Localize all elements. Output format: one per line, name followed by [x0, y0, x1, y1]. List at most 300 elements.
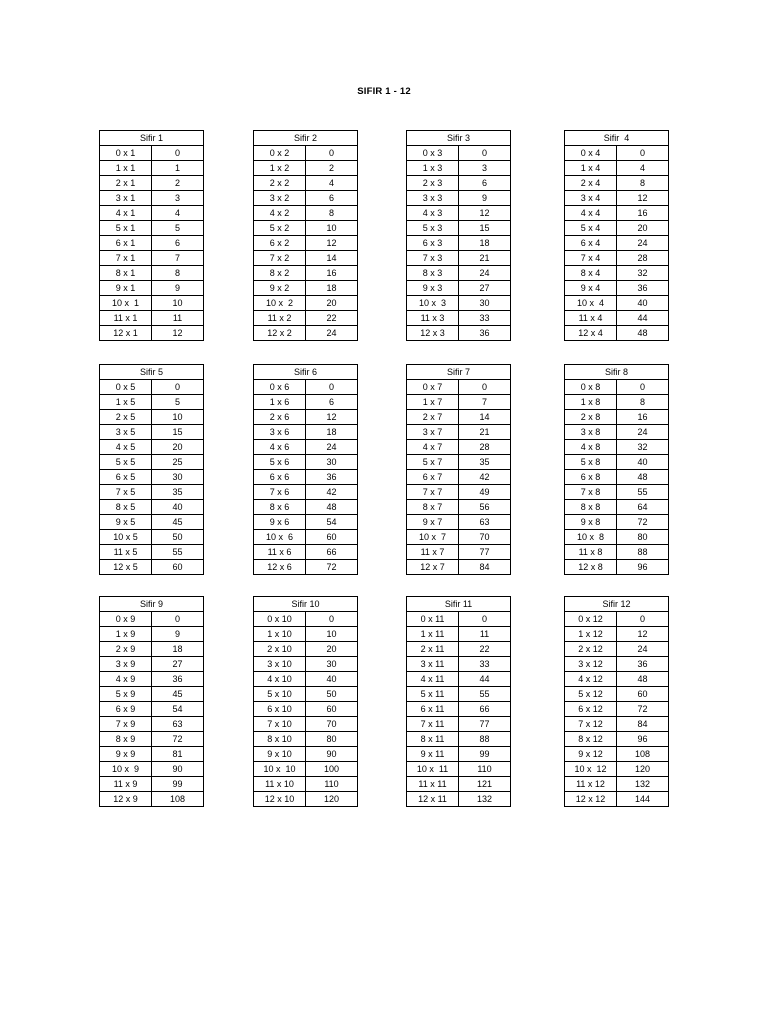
multiplication-result: 0 — [459, 146, 511, 161]
table-row — [565, 485, 669, 500]
multiplication-expression: 2 x 3 — [407, 176, 459, 191]
sifir-table — [406, 130, 511, 341]
multiplication-result: 30 — [152, 470, 204, 485]
multiplication-expression: 3 x 4 — [565, 191, 617, 206]
multiplication-expression: 5 x 5 — [100, 455, 152, 470]
table-row — [100, 777, 204, 792]
multiplication-expression: 10 x 6 — [254, 530, 306, 545]
multiplication-expression: 3 x 6 — [254, 425, 306, 440]
table-row — [407, 206, 511, 221]
multiplication-expression: 8 x 5 — [100, 500, 152, 515]
table-row — [407, 762, 511, 777]
multiplication-result: 99 — [152, 777, 204, 792]
multiplication-result: 1 — [152, 161, 204, 176]
multiplication-result: 63 — [152, 717, 204, 732]
table-row — [407, 732, 511, 747]
multiplication-expression: 2 x 9 — [100, 642, 152, 657]
multiplication-expression: 2 x 2 — [254, 176, 306, 191]
table-row — [565, 425, 669, 440]
multiplication-result: 15 — [459, 221, 511, 236]
multiplication-expression: 12 x 12 — [565, 792, 617, 807]
table-row — [254, 296, 358, 311]
multiplication-result: 48 — [306, 500, 358, 515]
multiplication-expression: 6 x 7 — [407, 470, 459, 485]
table-row — [254, 612, 358, 627]
table-row — [254, 455, 358, 470]
multiplication-expression: 10 x 5 — [100, 530, 152, 545]
table-row — [407, 161, 511, 176]
table-row — [100, 326, 204, 341]
multiplication-result: 10 — [152, 410, 204, 425]
multiplication-result: 28 — [617, 251, 669, 266]
multiplication-result: 30 — [306, 455, 358, 470]
multiplication-result: 20 — [306, 296, 358, 311]
table-row — [254, 747, 358, 762]
multiplication-expression: 0 x 2 — [254, 146, 306, 161]
multiplication-result: 72 — [617, 515, 669, 530]
multiplication-result: 44 — [617, 311, 669, 326]
table-row — [565, 266, 669, 281]
table-row — [565, 642, 669, 657]
multiplication-result: 77 — [459, 717, 511, 732]
multiplication-expression: 6 x 2 — [254, 236, 306, 251]
table-row — [254, 146, 358, 161]
table-row — [254, 266, 358, 281]
table-header: Sifir 1 — [100, 131, 204, 146]
multiplication-expression: 1 x 4 — [565, 161, 617, 176]
table-row — [254, 410, 358, 425]
multiplication-result: 54 — [306, 515, 358, 530]
multiplication-expression: 12 x 9 — [100, 792, 152, 807]
table-row — [254, 440, 358, 455]
table-row — [565, 206, 669, 221]
multiplication-expression: 8 x 10 — [254, 732, 306, 747]
table-row — [565, 311, 669, 326]
table-row — [254, 545, 358, 560]
multiplication-result: 60 — [306, 702, 358, 717]
multiplication-expression: 0 x 9 — [100, 612, 152, 627]
multiplication-expression: 12 x 11 — [407, 792, 459, 807]
multiplication-result: 7 — [459, 395, 511, 410]
table-row — [100, 146, 204, 161]
multiplication-expression: 2 x 11 — [407, 642, 459, 657]
multiplication-result: 22 — [306, 311, 358, 326]
multiplication-expression: 11 x 1 — [100, 311, 152, 326]
table-header: Sifir 12 — [565, 597, 669, 612]
multiplication-expression: 12 x 1 — [100, 326, 152, 341]
multiplication-expression: 7 x 8 — [565, 485, 617, 500]
multiplication-result: 0 — [306, 612, 358, 627]
multiplication-expression: 0 x 1 — [100, 146, 152, 161]
multiplication-expression: 11 x 9 — [100, 777, 152, 792]
table-row — [565, 470, 669, 485]
multiplication-result: 16 — [306, 266, 358, 281]
multiplication-result: 6 — [306, 395, 358, 410]
sifir-table — [406, 364, 511, 575]
multiplication-expression: 0 x 10 — [254, 612, 306, 627]
multiplication-expression: 8 x 3 — [407, 266, 459, 281]
table-row — [100, 281, 204, 296]
multiplication-expression: 0 x 3 — [407, 146, 459, 161]
multiplication-expression: 3 x 2 — [254, 191, 306, 206]
multiplication-result: 70 — [306, 717, 358, 732]
multiplication-expression: 12 x 7 — [407, 560, 459, 575]
table-row — [254, 717, 358, 732]
multiplication-expression: 3 x 5 — [100, 425, 152, 440]
multiplication-result: 66 — [459, 702, 511, 717]
table-row — [254, 311, 358, 326]
multiplication-result: 8 — [617, 395, 669, 410]
table-row — [407, 747, 511, 762]
table-row — [407, 687, 511, 702]
multiplication-expression: 7 x 12 — [565, 717, 617, 732]
multiplication-result: 120 — [617, 762, 669, 777]
multiplication-expression: 8 x 9 — [100, 732, 152, 747]
multiplication-result: 60 — [617, 687, 669, 702]
table-row — [565, 251, 669, 266]
table-row — [254, 395, 358, 410]
multiplication-result: 55 — [152, 545, 204, 560]
multiplication-result: 120 — [306, 792, 358, 807]
multiplication-result: 24 — [617, 425, 669, 440]
table-row — [407, 251, 511, 266]
multiplication-expression: 4 x 4 — [565, 206, 617, 221]
multiplication-expression: 4 x 3 — [407, 206, 459, 221]
multiplication-result: 132 — [617, 777, 669, 792]
table-header: Sifir 8 — [565, 365, 669, 380]
multiplication-result: 20 — [617, 221, 669, 236]
multiplication-expression: 4 x 9 — [100, 672, 152, 687]
table-row — [565, 440, 669, 455]
table-header: Sifir 9 — [100, 597, 204, 612]
table-row — [565, 176, 669, 191]
table-row — [565, 296, 669, 311]
multiplication-expression: 7 x 2 — [254, 251, 306, 266]
sifir-table — [564, 364, 669, 575]
multiplication-result: 108 — [617, 747, 669, 762]
multiplication-expression: 5 x 1 — [100, 221, 152, 236]
table-row — [254, 762, 358, 777]
table-row — [100, 440, 204, 455]
table-row — [254, 515, 358, 530]
table-row — [407, 176, 511, 191]
multiplication-expression: 1 x 11 — [407, 627, 459, 642]
multiplication-expression: 4 x 5 — [100, 440, 152, 455]
table-row — [407, 425, 511, 440]
table-row — [407, 485, 511, 500]
table-row — [100, 206, 204, 221]
multiplication-expression: 11 x 7 — [407, 545, 459, 560]
multiplication-result: 14 — [306, 251, 358, 266]
multiplication-result: 7 — [152, 251, 204, 266]
table-row — [565, 560, 669, 575]
table-header: Sifir 6 — [254, 365, 358, 380]
table-row — [254, 627, 358, 642]
multiplication-expression: 10 x 11 — [407, 762, 459, 777]
multiplication-result: 0 — [152, 380, 204, 395]
table-row — [100, 560, 204, 575]
multiplication-result: 36 — [459, 326, 511, 341]
multiplication-expression: 1 x 2 — [254, 161, 306, 176]
multiplication-result: 56 — [459, 500, 511, 515]
table-row — [100, 425, 204, 440]
table-row — [254, 672, 358, 687]
multiplication-result: 18 — [306, 281, 358, 296]
multiplication-expression: 12 x 4 — [565, 326, 617, 341]
multiplication-result: 32 — [617, 440, 669, 455]
table-row — [407, 266, 511, 281]
table-header: Sifir 3 — [407, 131, 511, 146]
sifir-table — [564, 596, 669, 807]
multiplication-expression: 0 x 6 — [254, 380, 306, 395]
multiplication-expression: 1 x 5 — [100, 395, 152, 410]
multiplication-result: 48 — [617, 326, 669, 341]
multiplication-result: 6 — [306, 191, 358, 206]
table-row — [565, 777, 669, 792]
multiplication-result: 12 — [306, 236, 358, 251]
table-row — [407, 311, 511, 326]
table-row — [100, 717, 204, 732]
table-row — [565, 515, 669, 530]
multiplication-expression: 12 x 2 — [254, 326, 306, 341]
table-row — [100, 455, 204, 470]
table-row — [254, 251, 358, 266]
multiplication-result: 20 — [152, 440, 204, 455]
table-row — [407, 191, 511, 206]
table-row — [407, 395, 511, 410]
multiplication-result: 24 — [306, 326, 358, 341]
table-row — [407, 702, 511, 717]
multiplication-result: 77 — [459, 545, 511, 560]
multiplication-expression: 7 x 4 — [565, 251, 617, 266]
multiplication-result: 5 — [152, 395, 204, 410]
table-row — [565, 500, 669, 515]
table-row — [254, 657, 358, 672]
multiplication-expression: 9 x 1 — [100, 281, 152, 296]
table-row — [100, 251, 204, 266]
sifir-table — [99, 130, 204, 341]
multiplication-expression: 8 x 7 — [407, 500, 459, 515]
table-row — [100, 642, 204, 657]
multiplication-result: 36 — [152, 672, 204, 687]
multiplication-expression: 9 x 6 — [254, 515, 306, 530]
table-row — [254, 191, 358, 206]
table-row — [254, 236, 358, 251]
multiplication-expression: 8 x 8 — [565, 500, 617, 515]
multiplication-expression: 10 x 7 — [407, 530, 459, 545]
multiplication-expression: 4 x 2 — [254, 206, 306, 221]
multiplication-result: 14 — [459, 410, 511, 425]
multiplication-expression: 9 x 8 — [565, 515, 617, 530]
multiplication-expression: 2 x 5 — [100, 410, 152, 425]
multiplication-result: 11 — [152, 311, 204, 326]
table-row — [407, 221, 511, 236]
multiplication-result: 36 — [617, 281, 669, 296]
multiplication-result: 121 — [459, 777, 511, 792]
multiplication-result: 80 — [306, 732, 358, 747]
multiplication-expression: 0 x 4 — [565, 146, 617, 161]
multiplication-result: 63 — [459, 515, 511, 530]
table-row — [100, 657, 204, 672]
multiplication-expression: 9 x 7 — [407, 515, 459, 530]
multiplication-result: 40 — [617, 455, 669, 470]
table-row — [407, 500, 511, 515]
multiplication-expression: 3 x 7 — [407, 425, 459, 440]
multiplication-result: 15 — [152, 425, 204, 440]
table-row — [100, 191, 204, 206]
multiplication-result: 3 — [152, 191, 204, 206]
table-header: Sifir 7 — [407, 365, 511, 380]
table-row — [100, 747, 204, 762]
table-row — [407, 627, 511, 642]
table-row — [254, 642, 358, 657]
table-header: Sifir 4 — [565, 131, 669, 146]
table-row — [407, 560, 511, 575]
table-row — [407, 326, 511, 341]
multiplication-result: 12 — [617, 191, 669, 206]
multiplication-expression: 1 x 7 — [407, 395, 459, 410]
multiplication-expression: 4 x 10 — [254, 672, 306, 687]
multiplication-result: 40 — [306, 672, 358, 687]
multiplication-result: 3 — [459, 161, 511, 176]
multiplication-expression: 1 x 1 — [100, 161, 152, 176]
sifir-table — [406, 596, 511, 807]
multiplication-result: 48 — [617, 470, 669, 485]
table-row — [565, 732, 669, 747]
table-row — [407, 530, 511, 545]
multiplication-expression: 11 x 10 — [254, 777, 306, 792]
table-row — [100, 410, 204, 425]
table-row — [254, 326, 358, 341]
table-row — [407, 717, 511, 732]
table-row — [254, 732, 358, 747]
multiplication-result: 10 — [306, 221, 358, 236]
multiplication-expression: 12 x 10 — [254, 792, 306, 807]
table-header: Sifir 11 — [407, 597, 511, 612]
multiplication-expression: 9 x 10 — [254, 747, 306, 762]
multiplication-result: 30 — [306, 657, 358, 672]
table-row — [565, 612, 669, 627]
multiplication-expression: 10 x 1 — [100, 296, 152, 311]
multiplication-result: 108 — [152, 792, 204, 807]
multiplication-expression: 10 x 10 — [254, 762, 306, 777]
multiplication-result: 12 — [152, 326, 204, 341]
multiplication-expression: 5 x 7 — [407, 455, 459, 470]
multiplication-result: 81 — [152, 747, 204, 762]
multiplication-expression: 11 x 8 — [565, 545, 617, 560]
multiplication-expression: 7 x 10 — [254, 717, 306, 732]
table-row — [565, 326, 669, 341]
multiplication-result: 18 — [306, 425, 358, 440]
table-row — [100, 380, 204, 395]
multiplication-result: 32 — [617, 266, 669, 281]
multiplication-result: 55 — [459, 687, 511, 702]
multiplication-result: 2 — [306, 161, 358, 176]
table-header: Sifir 2 — [254, 131, 358, 146]
multiplication-result: 18 — [459, 236, 511, 251]
sifir-table — [564, 130, 669, 341]
table-row — [565, 236, 669, 251]
table-row — [407, 777, 511, 792]
table-row — [254, 702, 358, 717]
multiplication-result: 0 — [617, 146, 669, 161]
multiplication-expression: 2 x 10 — [254, 642, 306, 657]
table-row — [407, 236, 511, 251]
multiplication-expression: 8 x 12 — [565, 732, 617, 747]
multiplication-result: 0 — [306, 380, 358, 395]
multiplication-result: 60 — [306, 530, 358, 545]
multiplication-expression: 11 x 5 — [100, 545, 152, 560]
multiplication-expression: 0 x 7 — [407, 380, 459, 395]
multiplication-expression: 8 x 2 — [254, 266, 306, 281]
multiplication-expression: 7 x 3 — [407, 251, 459, 266]
multiplication-result: 0 — [152, 146, 204, 161]
multiplication-result: 144 — [617, 792, 669, 807]
multiplication-result: 12 — [306, 410, 358, 425]
table-row — [100, 530, 204, 545]
table-row — [565, 747, 669, 762]
table-row — [407, 672, 511, 687]
multiplication-result: 22 — [459, 642, 511, 657]
multiplication-expression: 6 x 10 — [254, 702, 306, 717]
multiplication-result: 36 — [306, 470, 358, 485]
multiplication-expression: 10 x 9 — [100, 762, 152, 777]
table-row — [565, 717, 669, 732]
multiplication-result: 24 — [617, 642, 669, 657]
multiplication-result: 4 — [306, 176, 358, 191]
table-row — [565, 687, 669, 702]
table-row — [565, 455, 669, 470]
sifir-table — [253, 130, 358, 341]
multiplication-result: 66 — [306, 545, 358, 560]
table-row — [565, 161, 669, 176]
multiplication-result: 8 — [152, 266, 204, 281]
multiplication-expression: 3 x 3 — [407, 191, 459, 206]
multiplication-result: 24 — [306, 440, 358, 455]
multiplication-result: 84 — [459, 560, 511, 575]
multiplication-expression: 1 x 3 — [407, 161, 459, 176]
table-row — [565, 146, 669, 161]
table-row — [100, 296, 204, 311]
multiplication-expression: 5 x 9 — [100, 687, 152, 702]
multiplication-expression: 2 x 8 — [565, 410, 617, 425]
multiplication-result: 10 — [306, 627, 358, 642]
multiplication-result: 55 — [617, 485, 669, 500]
table-row — [407, 470, 511, 485]
multiplication-result: 11 — [459, 627, 511, 642]
multiplication-expression: 4 x 11 — [407, 672, 459, 687]
multiplication-expression: 9 x 5 — [100, 515, 152, 530]
multiplication-expression: 1 x 6 — [254, 395, 306, 410]
multiplication-expression: 5 x 3 — [407, 221, 459, 236]
multiplication-expression: 7 x 6 — [254, 485, 306, 500]
multiplication-result: 24 — [459, 266, 511, 281]
multiplication-expression: 8 x 11 — [407, 732, 459, 747]
multiplication-result: 0 — [152, 612, 204, 627]
multiplication-result: 42 — [459, 470, 511, 485]
multiplication-result: 110 — [306, 777, 358, 792]
multiplication-expression: 3 x 11 — [407, 657, 459, 672]
table-row — [407, 657, 511, 672]
multiplication-result: 50 — [306, 687, 358, 702]
table-row — [100, 762, 204, 777]
multiplication-expression: 11 x 3 — [407, 311, 459, 326]
multiplication-result: 110 — [459, 762, 511, 777]
table-row — [407, 642, 511, 657]
multiplication-expression: 10 x 3 — [407, 296, 459, 311]
multiplication-result: 2 — [152, 176, 204, 191]
multiplication-expression: 12 x 3 — [407, 326, 459, 341]
